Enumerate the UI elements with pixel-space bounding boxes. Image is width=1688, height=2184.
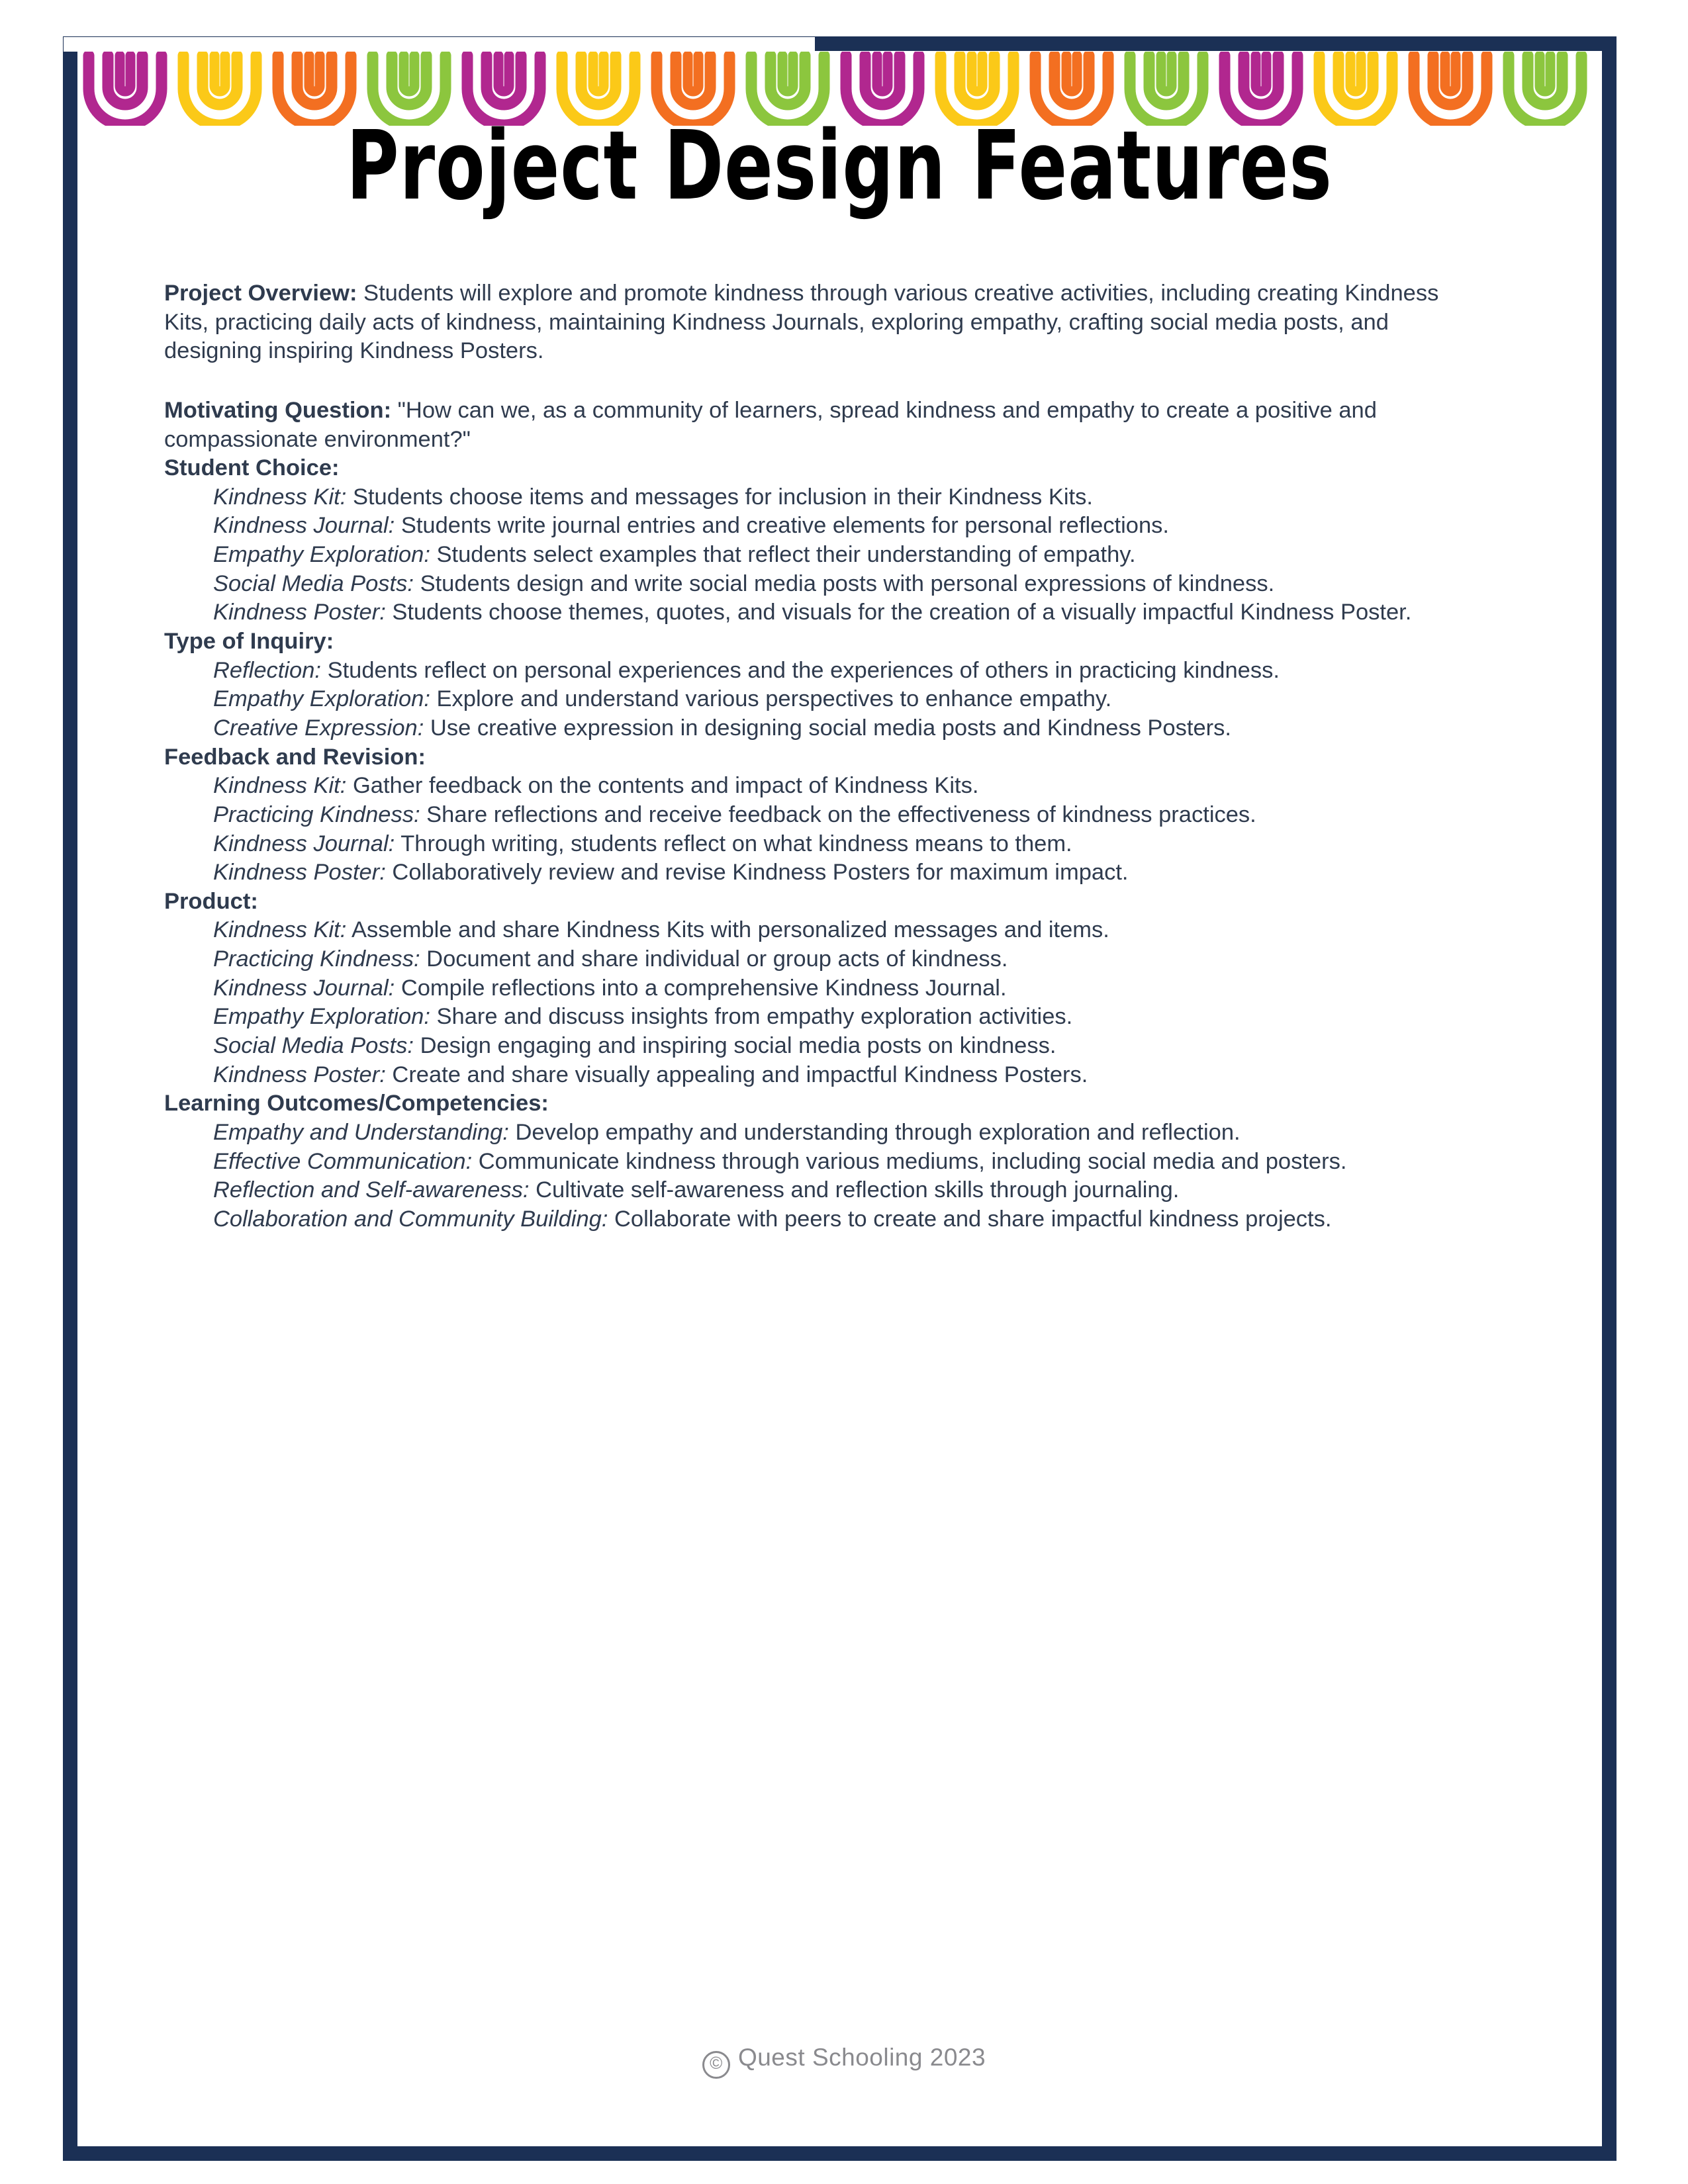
section-item	[213, 598, 1455, 627]
section-item	[213, 1176, 1455, 1205]
section-item-text: Design engaging and inspiring social media posts on kindness.	[413, 1033, 1056, 1059]
section-item	[213, 916, 1455, 945]
copyright-icon: ©	[702, 2051, 730, 2079]
section-item	[213, 858, 1455, 887]
arch-icon	[1403, 52, 1498, 126]
section-item	[213, 974, 1455, 1003]
section-item-term: Kindness Kit:	[213, 917, 347, 943]
project-overview-paragraph	[164, 279, 1455, 366]
copyright-text: Quest Schooling 2023	[737, 2044, 986, 2071]
motivating-question-label: Motivating Question:	[164, 397, 392, 423]
section-item-text: Students reflect on personal experiences and the experiences of others in practicing kindness.	[321, 657, 1280, 683]
section-item-term: Effective Communication:	[213, 1148, 473, 1174]
section-item	[213, 1148, 1455, 1177]
arch-icon	[1498, 52, 1593, 126]
section-item-text: Compile reflections into a comprehensive Kindness Journal.	[395, 975, 1007, 1001]
section-item-text: Cultivate self-awareness and reflection skills through journaling.	[529, 1177, 1180, 1203]
section-item	[213, 1003, 1455, 1032]
section-item-term: Reflection and Self-awareness:	[213, 1177, 530, 1203]
section-item-term: Empathy Exploration:	[213, 686, 430, 712]
section-item-text: Students design and write social media posts with personal expressions of kindness.	[413, 570, 1275, 596]
section-item-text: Students choose themes, quotes, and visuals for the creation of a visually impactful Kindness Poster.	[385, 600, 1412, 625]
section-item-term: Social Media Posts:	[213, 1033, 414, 1059]
section-item-term: Collaboration and Community Building:	[213, 1206, 608, 1232]
section-item-term: Kindness Journal:	[213, 513, 395, 539]
paragraph-spacer	[164, 366, 1455, 396]
section-heading: Product:	[164, 888, 258, 914]
section-item-text: Collaborate with peers to create and share impactful kindness projects.	[608, 1206, 1332, 1232]
copyright-footer	[0, 2044, 1688, 2079]
motivating-question-paragraph	[164, 396, 1455, 454]
border-top-notch	[64, 37, 815, 52]
section-item-text: Students choose items and messages for inclusion in their Kindness Kits.	[346, 484, 1093, 510]
motivating-question-text: "How can we, as a community of learners, spread kindness and empathy to create a positive and compassionate environment?"	[164, 397, 1377, 452]
project-overview-label: Project Overview:	[164, 281, 357, 306]
section-item-term: Kindness Poster:	[213, 600, 386, 625]
section-item-term: Empathy and Understanding:	[213, 1119, 509, 1145]
section-item	[213, 1032, 1455, 1061]
arch-icon	[78, 52, 173, 126]
arch-icon	[173, 52, 267, 126]
section-item-text: Assemble and share Kindness Kits with personalized messages and items.	[346, 917, 1109, 943]
section-item-text: Document and share individual or group acts of kindness.	[420, 946, 1008, 972]
section-item	[213, 512, 1455, 541]
section-item-text: Students select examples that reflect their understanding of empathy.	[430, 542, 1136, 568]
section-item-term: Empathy Exploration:	[213, 542, 430, 568]
section-item	[213, 483, 1455, 512]
section-heading: Type of Inquiry:	[164, 629, 334, 655]
section-item	[213, 714, 1455, 743]
section-item-term: Creative Expression:	[213, 715, 424, 741]
section-item-text: Use creative expression in designing social media posts and Kindness Posters.	[424, 715, 1231, 741]
section-item-text: Gather feedback on the contents and impact of Kindness Kits.	[346, 773, 979, 799]
section-heading: Learning Outcomes/Competencies:	[164, 1091, 549, 1116]
section-item-term: Kindness Poster:	[213, 1062, 386, 1087]
section-item	[213, 830, 1455, 859]
section-item-text: Share and discuss insights from empathy exploration activities.	[430, 1004, 1073, 1030]
section-item-term: Kindness Journal:	[213, 975, 395, 1001]
section-item-term: Practicing Kindness:	[213, 946, 420, 972]
section-item-text: Create and share visually appealing and impactful Kindness Posters.	[385, 1062, 1088, 1087]
document-body	[164, 279, 1455, 1234]
section-item	[213, 945, 1455, 974]
section-item	[213, 541, 1455, 570]
section-item-term: Kindness Kit:	[213, 773, 347, 799]
section-item-text: Develop empathy and understanding through exploration and reflection.	[508, 1119, 1241, 1145]
section-item-term: Kindness Journal:	[213, 831, 395, 856]
section-item	[213, 1118, 1455, 1148]
section-item-text: Students write journal entries and creative elements for personal reflections.	[395, 513, 1170, 539]
section-item	[213, 1205, 1455, 1234]
section-item-text: Explore and understand various perspectives to enhance empathy.	[430, 686, 1112, 712]
section-item	[213, 657, 1455, 686]
section-item	[213, 685, 1455, 714]
section-item	[213, 772, 1455, 801]
section-item-term: Kindness Kit:	[213, 484, 347, 510]
section-item-term: Empathy Exploration:	[213, 1004, 430, 1030]
section-heading: Student Choice:	[164, 455, 340, 481]
page-title: Project Design Features	[346, 109, 1333, 222]
section-item-term: Kindness Poster:	[213, 860, 386, 886]
section-item-term: Social Media Posts:	[213, 570, 414, 596]
section-item-text: Communicate kindness through various mediums, including social media and posters.	[472, 1148, 1347, 1174]
sections-container	[164, 454, 1455, 1234]
section-item-text: Through writing, students reflect on what kindness means to them.	[395, 831, 1072, 856]
section-item-text: Share reflections and receive feedback on the effectiveness of kindness practices.	[420, 801, 1256, 827]
section-item	[213, 1061, 1455, 1090]
section-heading: Feedback and Revision:	[164, 744, 426, 770]
section-item-term: Reflection:	[213, 657, 321, 683]
section-item-text: Collaboratively review and revise Kindness Posters for maximum impact.	[385, 860, 1129, 886]
section-item	[213, 801, 1455, 830]
section-item	[213, 570, 1455, 599]
section-item-term: Practicing Kindness:	[213, 801, 420, 827]
project-overview-text: Students will explore and promote kindness through various creative activities, including creating Kindness Kits, practicing daily acts of kindness, maintaining Kindness Journals, exploring empathy, crafting social media posts, and designing inspiring Kindness Posters.	[164, 281, 1439, 364]
